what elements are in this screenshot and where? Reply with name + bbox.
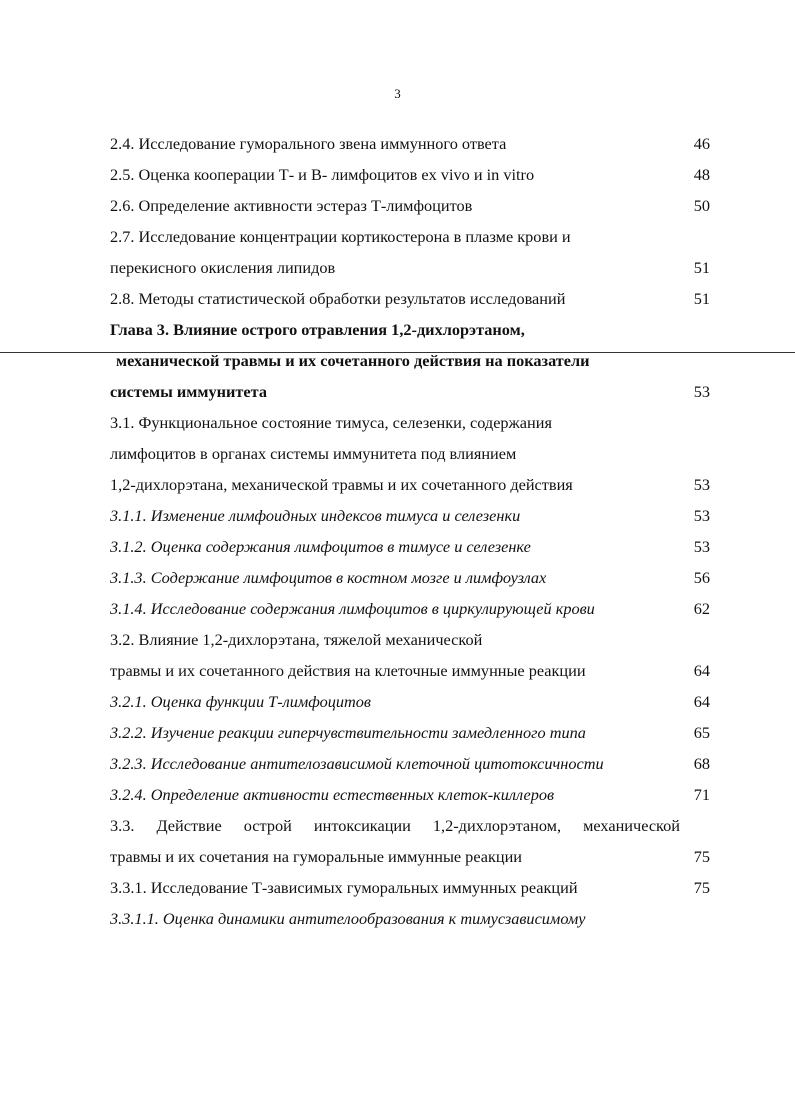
toc-entry-page: 53	[693, 506, 710, 525]
toc-entry	[110, 841, 720, 872]
toc-entry-page: 46	[693, 134, 710, 153]
toc-entry	[110, 438, 720, 469]
toc-entry	[110, 221, 720, 252]
toc-entry	[110, 283, 720, 314]
toc-entry	[110, 872, 720, 903]
toc-subentry	[110, 686, 720, 717]
toc-entry-title: 2.7. Исследование концентрации кортикостерона в плазме крови и	[110, 227, 571, 246]
toc-entry-title: 2.6. Определение активности эстераз Т-лимфоцитов	[110, 196, 473, 215]
toc-entry	[110, 810, 720, 841]
toc-entry-page: 53	[693, 475, 710, 494]
toc-entry	[110, 624, 720, 655]
toc-entry-title: 3.2.3. Исследование антителозависимой клеточной цитотоксичности	[110, 754, 604, 773]
toc-subentry	[110, 500, 720, 531]
toc-entry-title: 2.8. Методы статистической обработки результатов исследований	[110, 289, 566, 308]
toc-entry-page: 65	[693, 723, 710, 742]
toc-entry-page: 64	[693, 692, 710, 711]
toc-chapter-heading	[110, 314, 720, 345]
toc-entry-title: 3.3.1.1. Оценка динамики антителообразования к тимусзависимому	[110, 909, 586, 928]
toc-entry-title: 3.2. Влияние 1,2-дихлорэтана, тяжелой механической	[110, 630, 483, 649]
toc-subentry	[110, 903, 720, 934]
toc-entry-page: 53	[693, 537, 710, 556]
toc-entry	[110, 655, 720, 686]
toc-entry-page: 56	[693, 568, 710, 587]
toc-entry-page: 75	[693, 878, 710, 897]
toc-entry-page: 71	[693, 785, 710, 804]
toc-entry-page: 48	[693, 165, 710, 184]
toc-entry-title: травмы и их сочетанного действия на клеточные иммунные реакции	[110, 661, 586, 680]
toc-subentry	[110, 779, 720, 810]
toc-entry	[110, 190, 720, 221]
toc-entry	[110, 252, 720, 283]
toc-entry-title: лимфоцитов в органах системы иммунитета под влиянием	[110, 444, 517, 463]
toc-entry-page: 50	[693, 196, 710, 215]
toc-entry-title: травмы и их сочетания на гуморальные иммунные реакции	[110, 847, 523, 866]
toc-entry-title: 3.1. Функциональное состояние тимуса, селезенки, содержания	[110, 413, 552, 432]
toc-chapter-heading	[110, 345, 720, 376]
toc-entry-page: 62	[693, 599, 710, 618]
toc-entry-title: 3.1.3. Содержание лимфоцитов в костном мозге и лимфоузлах	[110, 568, 547, 587]
toc-subentry	[110, 531, 720, 562]
toc-entry-page: 51	[693, 258, 710, 277]
table-of-contents	[110, 128, 720, 934]
toc-subentry	[110, 748, 720, 779]
toc-entry	[110, 407, 720, 438]
toc-entry-page: 64	[693, 661, 710, 680]
toc-entry-title: 3.3.1. Исследование Т-зависимых гуморальных иммунных реакций	[110, 878, 578, 897]
toc-entry-page: 68	[693, 754, 710, 773]
toc-entry-page: 53	[693, 382, 710, 401]
toc-entry	[110, 128, 720, 159]
toc-entry-title: системы иммунитета	[110, 382, 267, 401]
toc-entry-title: Глава 3. Влияние острого отравления 1,2-дихлорэтаном,	[110, 320, 525, 339]
toc-entry-title: 3.2.4. Определение активности естественных клеток-киллеров	[110, 785, 555, 804]
toc-entry-title: перекисного окисления липидов	[110, 258, 336, 277]
page-number: 3	[394, 86, 401, 101]
toc-subentry	[110, 562, 720, 593]
toc-chapter-heading	[110, 376, 720, 407]
toc-entry	[110, 469, 720, 500]
toc-entry-page: 75	[693, 847, 710, 866]
toc-entry-page: 51	[693, 289, 710, 308]
toc-subentry	[110, 717, 720, 748]
toc-entry-title: 2.4. Исследование гуморального звена иммунного ответа	[110, 134, 507, 153]
toc-entry-title: 3.2.2. Изучение реакции гиперчувствительности замедленного типа	[110, 723, 586, 742]
toc-entry	[110, 159, 720, 190]
toc-entry-title: 3.2.1. Оценка функции Т-лимфоцитов	[110, 692, 372, 711]
toc-entry-title: 3.3. Действие острой интоксикации 1,2-дихлорэтаном, механической	[110, 816, 680, 835]
toc-entry-title: 1,2-дихлорэтана, механической травмы и их сочетанного действия	[110, 475, 573, 494]
toc-entry-title: механической травмы и их сочетанного действия на показатели	[116, 351, 590, 370]
toc-entry-title: 2.5. Оценка кооперации Т- и В- лимфоцитов ex vivo и in vitro	[110, 165, 535, 184]
toc-subentry	[110, 593, 720, 624]
toc-entry-title: 3.1.4. Исследование содержания лимфоцитов в циркулирующей крови	[110, 599, 595, 618]
toc-entry-title: 3.1.2. Оценка содержания лимфоцитов в тимусе и селезенке	[110, 537, 531, 556]
toc-entry-title: 3.1.1. Изменение лимфоидных индексов тимуса и селезенки	[110, 506, 521, 525]
